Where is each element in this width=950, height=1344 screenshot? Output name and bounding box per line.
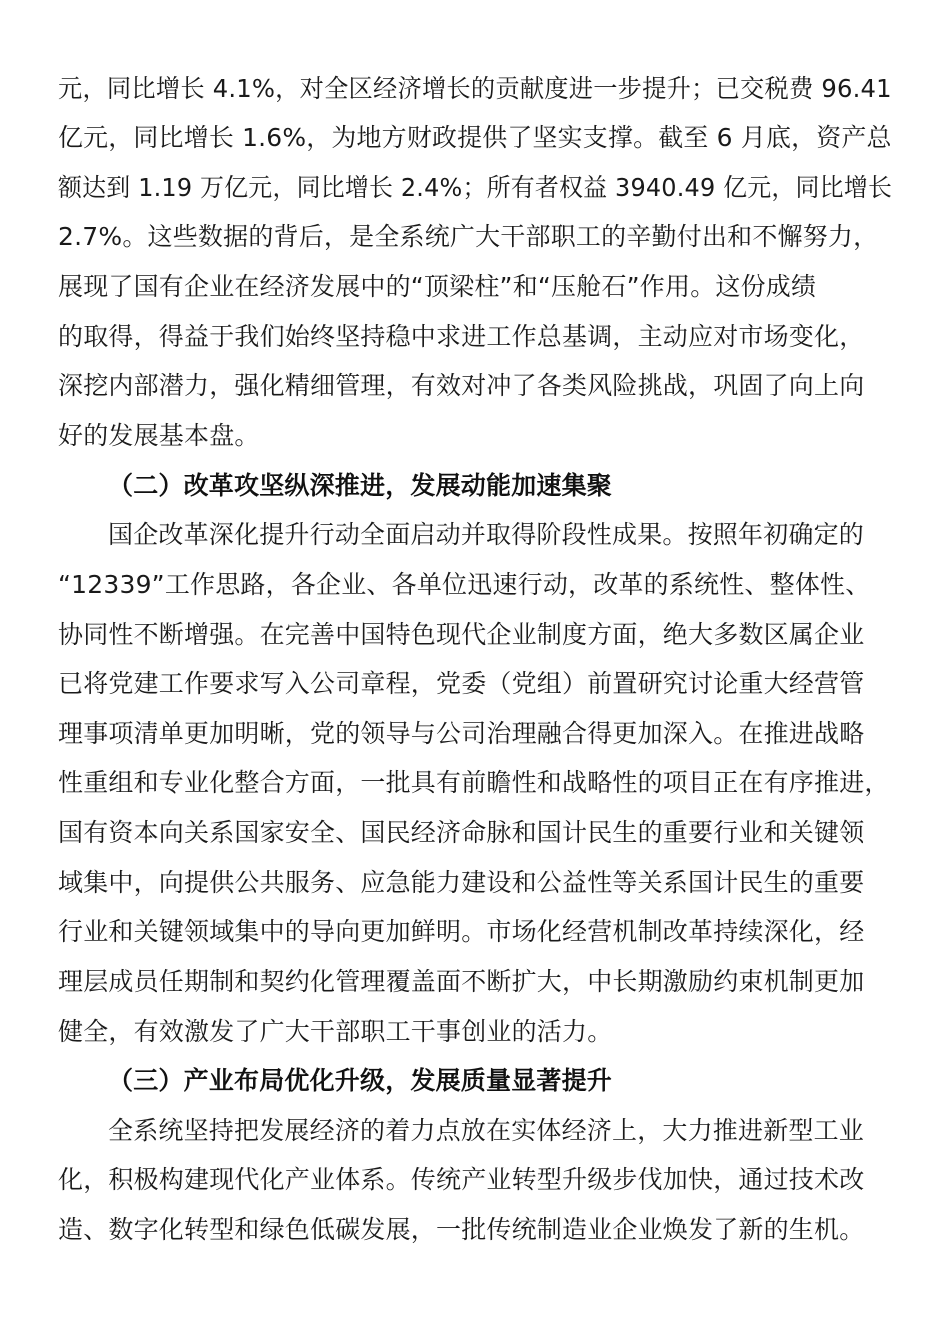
paragraph-line: 性重组和专业化整合方面，一批具有前瞻性和战略性的项目正在有序推进， [58,768,890,797]
paragraph-line: 已将党建工作要求写入公司章程，党委（党组）前置研究讨论重大经营管 [58,669,865,698]
paragraph-line: 展现了国有企业在经济发展中的“顶梁柱”和“压舱石”作用。这份成绩 [58,272,817,301]
paragraph-line: 域集中，向提供公共服务、应急能力建设和公益性等关系国计民生的重要 [58,868,865,897]
paragraph-line: 化，积极构建现代化产业体系。传统产业转型升级步伐加快，通过技术改 [58,1165,865,1194]
paragraph-line: 2.7%。这些数据的背后，是全系统广大干部职工的辛勤付出和不懈努力， [58,222,879,251]
paragraph-line: 行业和关键领域集中的导向更加鲜明。市场化经营机制改革持续深化，经 [58,917,865,946]
paragraph-line: 亿元，同比增长 1.6%，为地方财政提供了坚实支撑。截至 6 月底，资产总 [58,123,892,152]
paragraph-line: 额达到 1.19 万亿元，同比增长 2.4%；所有者权益 3940.49 亿元，同比增长 [58,173,893,202]
paragraph-line: 国有资本向关系国家安全、国民经济命脉和国计民生的重要行业和关键领 [58,818,865,847]
paragraph-line: 深挖内部潜力，强化精细管理，有效对冲了各类风险挑战，巩固了向上向 [58,371,865,400]
paragraph-line: 理层成员任期制和契约化管理覆盖面不断扩大，中长期激励约束机制更加 [58,967,865,996]
section-heading-3: （三）产业布局优化升级，发展质量显著提升 [108,1066,613,1095]
paragraph-line: 元，同比增长 4.1%，对全区经济增长的贡献度进一步提升；已交税费 96.41 [58,74,892,103]
paragraph-line: 健全，有效激发了广大干部职工干事创业的活力。 [58,1017,613,1046]
section-heading-2: （二）改革攻坚纵深推进，发展动能加速集聚 [108,471,613,500]
paragraph-line: 造、数字化转型和绿色低碳发展，一批传统制造业企业焕发了新的生机。 [58,1215,865,1244]
paragraph-line: 理事项清单更加明晰，党的领导与公司治理融合得更加深入。在推进战略 [58,719,865,748]
paragraph-line: 的取得，得益于我们始终坚持稳中求进工作总基调，主动应对市场变化， [58,322,865,351]
paragraph-line: 好的发展基本盘。 [58,421,260,450]
paragraph-line: 协同性不断增强。在完善中国特色现代企业制度方面，绝大多数区属企业 [58,620,865,649]
paragraph-line: 国企改革深化提升行动全面启动并取得阶段性成果。按照年初确定的 [108,520,865,549]
paragraph-line: 全系统坚持把发展经济的着力点放在实体经济上，大力推进新型工业 [108,1116,865,1145]
paragraph-line: “12339”工作思路，各企业、各单位迅速行动，改革的系统性、整体性、 [58,570,871,599]
